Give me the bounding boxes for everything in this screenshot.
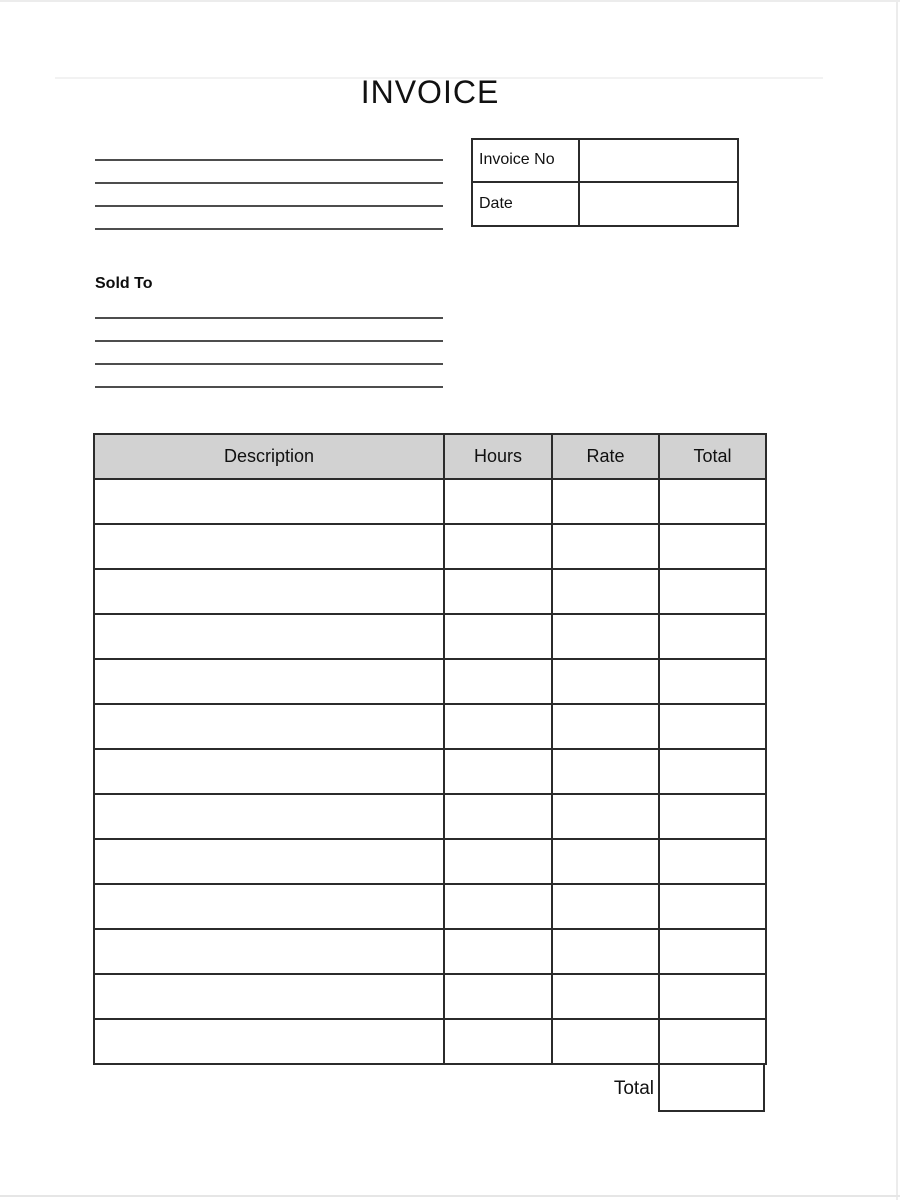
item-cell-rate[interactable]	[552, 974, 659, 1019]
item-cell-description[interactable]	[94, 569, 444, 614]
item-cell-rate[interactable]	[552, 884, 659, 929]
item-row	[94, 659, 766, 704]
item-cell-hours[interactable]	[444, 884, 552, 929]
page-edge-right-line	[896, 0, 898, 1200]
item-cell-hours[interactable]	[444, 839, 552, 884]
items-table	[93, 433, 767, 1065]
page-edge-top-line	[0, 0, 900, 2]
grand-total-label: Total	[613, 1078, 654, 1099]
item-cell-total[interactable]	[659, 839, 766, 884]
invoice-no-field[interactable]	[580, 140, 737, 183]
item-cell-total[interactable]	[659, 794, 766, 839]
fill-in-line[interactable]	[95, 386, 443, 388]
item-cell-hours[interactable]	[444, 524, 552, 569]
item-cell-rate[interactable]	[552, 524, 659, 569]
sold-to-blank-lines	[95, 317, 443, 409]
fill-in-line[interactable]	[95, 317, 443, 319]
item-cell-hours[interactable]	[444, 929, 552, 974]
item-cell-hours[interactable]	[444, 614, 552, 659]
item-cell-rate[interactable]	[552, 569, 659, 614]
column-header-rate: Rate	[552, 434, 659, 479]
item-cell-hours[interactable]	[444, 794, 552, 839]
column-header-total: Total	[659, 434, 766, 479]
item-cell-description[interactable]	[94, 524, 444, 569]
column-header-hours: Hours	[444, 434, 552, 479]
item-row	[94, 479, 766, 524]
item-cell-description[interactable]	[94, 839, 444, 884]
date-label: Date	[473, 183, 580, 226]
item-cell-hours[interactable]	[444, 749, 552, 794]
item-cell-total[interactable]	[659, 479, 766, 524]
fill-in-line[interactable]	[95, 363, 443, 365]
item-row	[94, 749, 766, 794]
item-cell-rate[interactable]	[552, 794, 659, 839]
invoice-no-label: Invoice No	[473, 140, 580, 183]
item-cell-rate[interactable]	[552, 1019, 659, 1064]
item-cell-total[interactable]	[659, 524, 766, 569]
item-row	[94, 974, 766, 1019]
item-cell-total[interactable]	[659, 884, 766, 929]
item-cell-rate[interactable]	[552, 659, 659, 704]
item-row	[94, 614, 766, 659]
item-cell-total[interactable]	[659, 929, 766, 974]
item-cell-hours[interactable]	[444, 1019, 552, 1064]
item-row	[94, 1019, 766, 1064]
item-cell-description[interactable]	[94, 479, 444, 524]
bill-from-blank-lines	[95, 159, 443, 251]
invoice-meta-box	[471, 138, 739, 227]
sold-to-label: Sold To	[95, 275, 153, 292]
item-row	[94, 839, 766, 884]
item-row	[94, 794, 766, 839]
page-title: INVOICE	[360, 74, 500, 110]
fill-in-line[interactable]	[95, 182, 443, 184]
item-cell-hours[interactable]	[444, 569, 552, 614]
item-cell-description[interactable]	[94, 704, 444, 749]
item-cell-rate[interactable]	[552, 614, 659, 659]
fill-in-line[interactable]	[95, 228, 443, 230]
item-cell-description[interactable]	[94, 884, 444, 929]
item-cell-description[interactable]	[94, 1019, 444, 1064]
item-cell-description[interactable]	[94, 749, 444, 794]
item-cell-description[interactable]	[94, 929, 444, 974]
item-row	[94, 524, 766, 569]
item-cell-total[interactable]	[659, 614, 766, 659]
item-cell-total[interactable]	[659, 749, 766, 794]
item-row	[94, 929, 766, 974]
fill-in-line[interactable]	[95, 340, 443, 342]
item-row	[94, 704, 766, 749]
item-cell-description[interactable]	[94, 659, 444, 704]
grand-total-field[interactable]	[658, 1063, 765, 1112]
fill-in-line[interactable]	[95, 159, 443, 161]
item-cell-total[interactable]	[659, 704, 766, 749]
item-cell-hours[interactable]	[444, 704, 552, 749]
item-cell-hours[interactable]	[444, 659, 552, 704]
page-edge-bottom-line	[0, 1195, 900, 1197]
item-cell-rate[interactable]	[552, 749, 659, 794]
item-cell-rate[interactable]	[552, 479, 659, 524]
date-field[interactable]	[580, 183, 737, 226]
item-cell-hours[interactable]	[444, 974, 552, 1019]
item-row	[94, 569, 766, 614]
item-cell-description[interactable]	[94, 974, 444, 1019]
item-cell-rate[interactable]	[552, 704, 659, 749]
item-cell-total[interactable]	[659, 974, 766, 1019]
item-cell-total[interactable]	[659, 1019, 766, 1064]
item-row	[94, 884, 766, 929]
item-cell-description[interactable]	[94, 794, 444, 839]
item-cell-rate[interactable]	[552, 839, 659, 884]
item-cell-hours[interactable]	[444, 479, 552, 524]
items-table-header-row	[94, 434, 766, 479]
item-cell-rate[interactable]	[552, 929, 659, 974]
item-cell-total[interactable]	[659, 659, 766, 704]
item-cell-total[interactable]	[659, 569, 766, 614]
column-header-description: Description	[94, 434, 444, 479]
fill-in-line[interactable]	[95, 205, 443, 207]
item-cell-description[interactable]	[94, 614, 444, 659]
